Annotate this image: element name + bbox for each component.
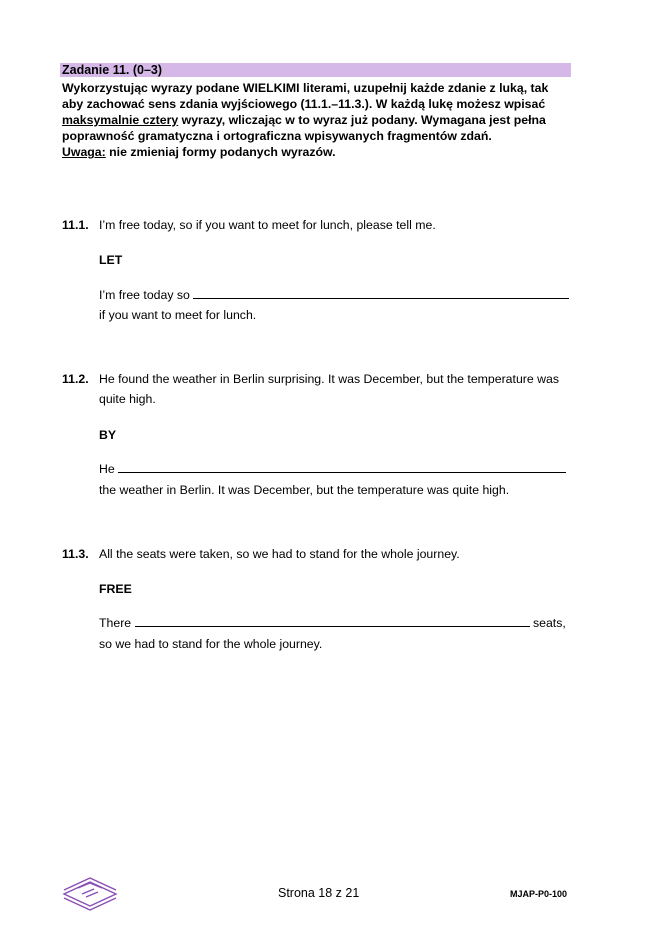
answer-blank[interactable] <box>118 461 566 473</box>
answer-continuation: if you want to meet for lunch. <box>99 308 257 322</box>
note-text: nie zmieniaj formy podanych wyrazów. <box>105 145 336 159</box>
answer-blank[interactable] <box>135 615 530 627</box>
exam-code: MJAP-P0-100 <box>510 889 568 899</box>
instructions-text-2: wyrazy, wliczając w to wyraz już podany. Wymagana jest pełna poprawność gramatyczna i ortograficzna wpisywanych fragmentów zdań. <box>62 113 546 143</box>
cke-logo-icon <box>60 872 120 912</box>
answer-prefix: I’m free today so <box>99 288 190 302</box>
answer-row <box>99 287 569 303</box>
exercise-keyword: FREE <box>99 582 132 596</box>
exercise-sentence: He found the weather in Berlin surprising. It was December, but the temperature was quite high. <box>99 372 559 406</box>
answer-suffix: seats, <box>532 616 566 630</box>
answer-continuation: the weather in Berlin. It was December, but the temperature was quite high. <box>99 483 510 497</box>
page-number: Strona 18 z 21 <box>278 886 360 900</box>
instructions-underlined: maksymalnie cztery <box>62 113 179 127</box>
answer-row <box>99 615 566 631</box>
exercise-number: 11.2. <box>62 372 89 386</box>
answer-prefix: He <box>99 462 115 476</box>
exercise-sentence: I’m free today, so if you want to meet for lunch, please tell me. <box>99 218 436 232</box>
answer-row <box>99 461 566 477</box>
task-instructions <box>62 80 572 160</box>
exercise-keyword: LET <box>99 253 123 267</box>
exercise-number: 11.1. <box>62 218 89 232</box>
task-title: Zadanie 11. (0–3) <box>62 63 163 77</box>
instructions-text-1: Wykorzystując wyrazy podane WIELKIMI literami, uzupełnij każde zdanie z luką, tak aby zachować sens zdania wyjściowego (11.1.–11.3.). W każdą lukę możesz wpisać <box>62 81 549 111</box>
answer-continuation: so we had to stand for the whole journey. <box>99 637 323 651</box>
note-label: Uwaga: <box>62 145 106 159</box>
answer-prefix: There <box>99 616 132 630</box>
exercise-keyword: BY <box>99 428 117 442</box>
exercise-sentence: All the seats were taken, so we had to stand for the whole journey. <box>99 547 460 561</box>
exercise-number: 11.3. <box>62 547 89 561</box>
answer-blank[interactable] <box>193 287 569 299</box>
